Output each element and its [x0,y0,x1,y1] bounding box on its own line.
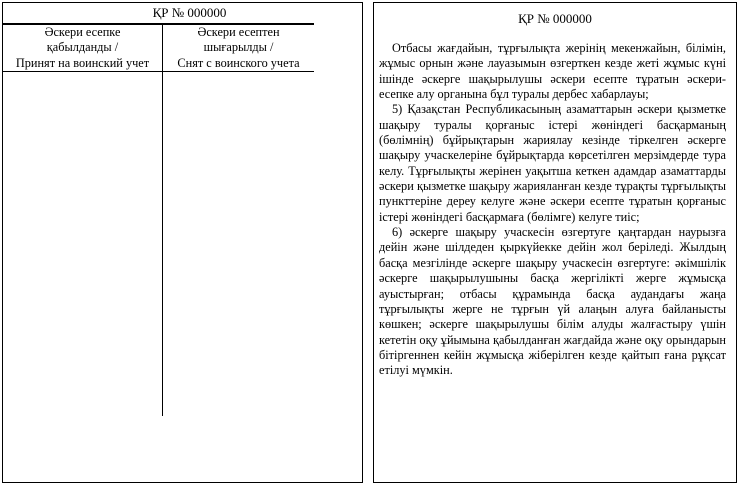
column-header-removed-line-kk-1: Әскери есептен [197,25,280,39]
rules-text-block [374,41,736,379]
document-page-left [2,2,363,483]
column-header-accepted [3,25,163,71]
column-header-removed [163,25,314,71]
document-page-right [373,2,737,483]
removed-entries-cell-empty [163,72,314,416]
paragraph-notify-changes: Отбасы жағдайын, тұрғылықта жерінің мекенжайын, білімін, жұмыс орнын және лауазымын өзгерткен кезде жеті жұмыс күні ішінде әскерге шақырылушы әскери есепте тұратын әскери- есепке алу органына бұл туралы дербес хабарлауы; [379,41,726,102]
right-page-form-number: ҚР № 000000 [518,11,592,26]
accepted-entries-cell-empty [3,72,163,416]
column-header-accepted-line-kk-1: Әскери есепке [44,25,121,39]
column-header-accepted-line-ru: Принят на воинский учет [15,55,150,70]
registry-table-body-row [3,72,314,416]
paragraph-item-5: 5) Қазақстан Республикасының азаматтарын әскери қызметке шақыру туралы қорғаныс істері жөніндегі басқарманың (бөлімнің) бұйрықтарын жариялау кезінде тіркелген әскерге шақыру учаскелеріне бұйрықтарда көрсетілген мерзімдерде тура келу. Тұрғылықты жерінен уақытша кеткен адамдар азаматтарды әскери қызметке шақыру жарияланған кезде тұрақты тұрғылықты пункттеріне дереу келуге және әскери есепте тұратын қорғаныс істері жөніндегі басқармаға (бөлімге) келуге тиіс; [379,102,726,224]
paragraph-item-6: 6) әскерге шақыру учаскесін өзгертуге қаңтардан наурызға дейін және шілдеден қыркүйекке дейін жол беріледі. Жылдың басқа мезгілінде әскерге шақыру учаскесін өзгертуге: әкімшілік әскерге шақырылушыны басқа жергілікті жерге жұмысқа ауыстырған; отбасы құрамында басқа аудандағы жаңа тұрғылықты жерге не тұрғын үй алаңын алуға байланысты көшкен; әскерге шақырылушы білім алуды жалғастыру үшін кететін оқу ұйымына қабылданған жағдайда және оқу орындарын бітіргеннен кейін жұмысқа жіберілген кезде қайтып ғана рұқсат етілуі мүмкін. [379,225,726,378]
military-registry-table [3,23,314,416]
column-header-accepted-line-kk-2: қабылданды / [46,40,119,55]
column-header-removed-line-ru: Снят с воинского учета [177,55,300,70]
column-header-removed-line-kk-2: шығарылды / [203,40,274,55]
registry-table-header-row [3,25,314,72]
left-page-form-number: ҚР № 000000 [152,5,227,20]
